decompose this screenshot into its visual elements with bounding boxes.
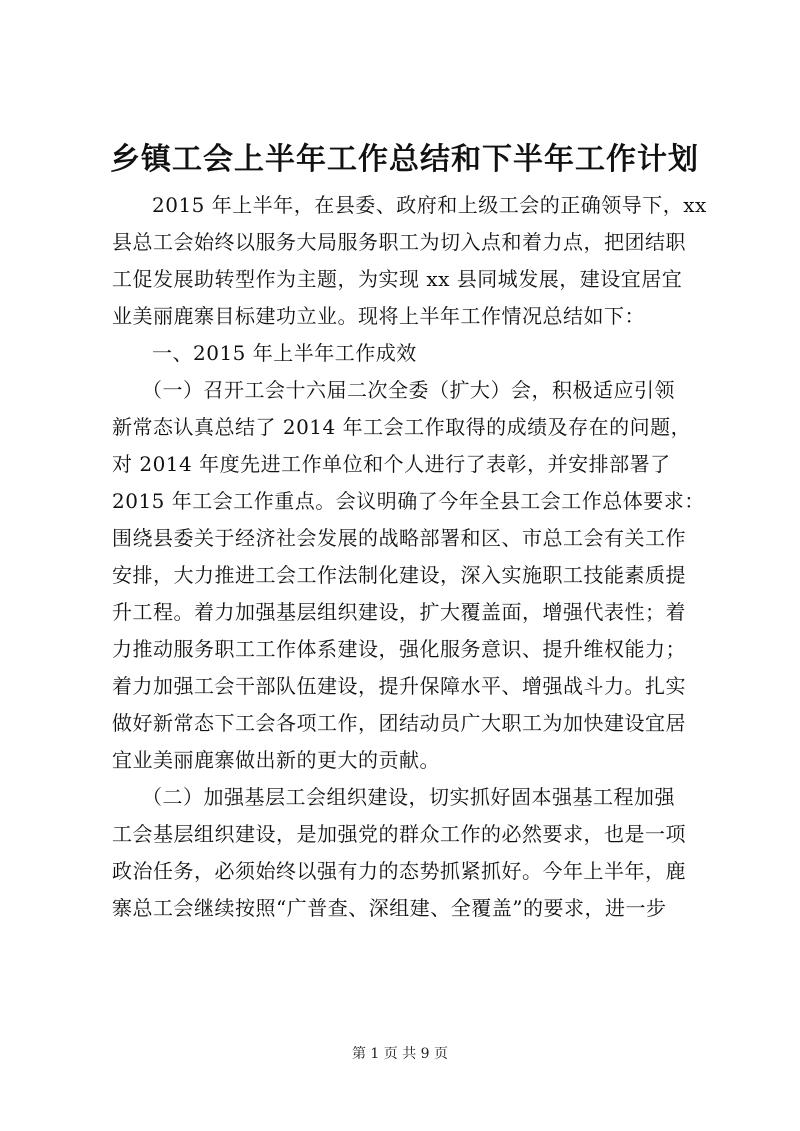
paragraph-line: 做好新常态下工会各项工作，团结动员广大职工为加快建设宜居 [112, 711, 686, 735]
paragraph-line: 工会基层组织建设，是加强党的群众工作的必然要求，也是一项 [112, 822, 686, 846]
paragraph-line: 着力加强工会干部队伍建设，提升保障水平、增强战斗力。扎实 [112, 674, 686, 698]
paragraph-line: 对 2014 年度先进工作单位和个人进行了表彰，并安排部署了 [112, 452, 671, 476]
paragraph-line: 2015 年上半年，在县委、政府和上级工会的正确领导下，xx [152, 193, 707, 217]
paragraph-line: 新常态认真总结了 2014 年工会工作取得的成绩及存在的问题， [112, 415, 692, 439]
document-title: 乡镇工会上半年工作总结和下半年工作计划 [110, 142, 699, 177]
paragraph-line: 寨总工会继续按照“广普查、深组建、全覆盖”的要求，进一步 [112, 896, 667, 920]
subsection-heading: （一）召开工会十六届二次全委（扩大）会，积极适应引领 [142, 378, 675, 402]
paragraph-line: 力推动服务职工工作体系建设，强化服务意识、提升维权能力； [112, 637, 686, 661]
page-number: 第 1 页 共 9 页 [351, 1046, 449, 1062]
paragraph-line: 工促发展助转型作为主题，为实现 xx 县同城发展，建设宜居宜 [112, 267, 683, 291]
paragraph-line: 安排，大力推进工会工作法制化建设，深入实施职工技能素质提 [112, 563, 686, 587]
paragraph-line: 业美丽鹿寨目标建功立业。现将上半年工作情况总结如下： [112, 304, 645, 328]
paragraph-line: 宜业美丽鹿寨做出新的更大的贡献。 [112, 748, 440, 772]
paragraph-line: 围绕县委关于经济社会发展的战略部署和区、市总工会有关工作 [112, 526, 686, 550]
paragraph-line: 2015 年工会工作重点。会议明确了今年全县工会工作总体要求： [112, 489, 705, 513]
subsection-heading: （二）加强基层工会组织建设，切实抓好固本强基工程加强 [142, 785, 675, 809]
section-heading: 一、2015 年上半年工作成效 [152, 341, 417, 365]
paragraph-line: 政治任务，必须始终以强有力的态势抓紧抓好。今年上半年，鹿 [112, 859, 686, 883]
paragraph-line: 县总工会始终以服务大局服务职工为切入点和着力点，把团结职 [112, 230, 686, 254]
paragraph-line: 升工程。着力加强基层组织建设，扩大覆盖面，增强代表性；着 [112, 600, 686, 624]
